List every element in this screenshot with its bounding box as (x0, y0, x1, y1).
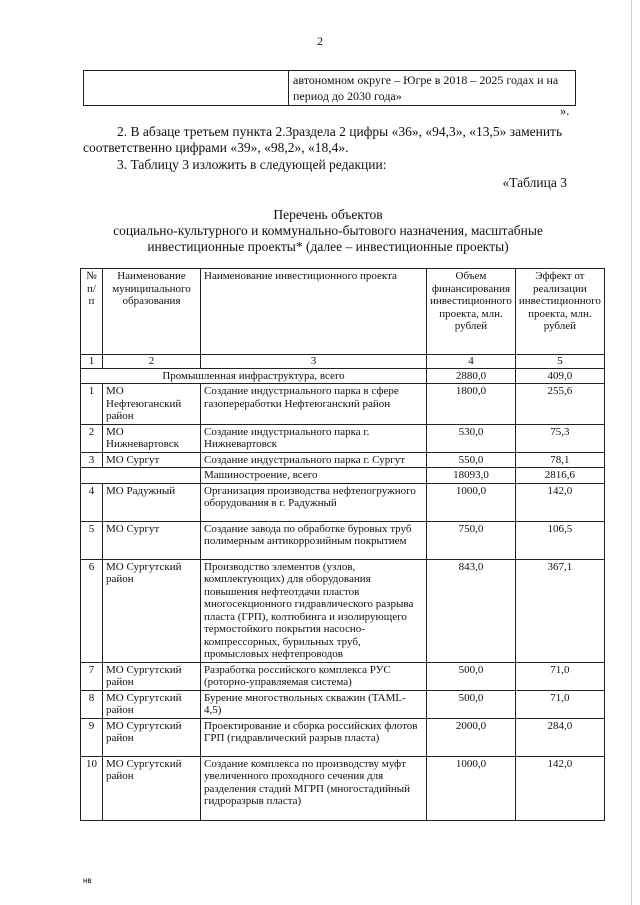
heading-line-1: Перечень объектов (273, 207, 383, 222)
row-municipality: МО Сургутский район (103, 756, 201, 820)
page-number: 2 (317, 34, 323, 48)
table-row (81, 384, 605, 425)
table-row (81, 718, 605, 756)
row-effect: 78,1 (515, 452, 604, 468)
table-row (81, 483, 605, 521)
index-cell: 3 (201, 355, 427, 369)
header-volume: Объем финансирования инвестиционного проекта, млн. рублей (427, 269, 516, 355)
row-volume: 750,0 (427, 521, 516, 559)
row-number: 9 (81, 718, 103, 756)
row-number: 6 (81, 559, 103, 662)
row-effect: 71,0 (515, 662, 604, 690)
investment-projects-table (80, 268, 605, 821)
row-number: 2 (81, 424, 103, 452)
page-edge-line (631, 0, 632, 905)
row-volume: 500,0 (427, 690, 516, 718)
section-effect: 2816,6 (515, 468, 604, 484)
row-project: Разработка российского комплекса РУС (роторно-управляемая система) (201, 662, 427, 690)
row-municipality: МО Сургутский район (103, 559, 201, 662)
index-cell: 1 (81, 355, 103, 369)
row-project: Бурение многоствольных скважин (TAML-4,5) (201, 690, 427, 718)
row-effect: 106,5 (515, 521, 604, 559)
row-project: Проектирование и сборка российских флотов ГРП (гидравлический разрыв пласта) (201, 718, 427, 756)
header-project: Наименование инвестиционного проекта (201, 269, 427, 355)
row-number: 5 (81, 521, 103, 559)
row-volume: 1000,0 (427, 756, 516, 820)
top-table-fragment (83, 70, 576, 106)
section-title: Промышленная инфраструктура, всего (81, 368, 427, 384)
column-index-row (81, 355, 605, 369)
paragraph-3: 3. Таблицу 3 изложить в следующей редакции: (117, 157, 387, 172)
row-municipality: МО Сургутский район (103, 718, 201, 756)
table-row (81, 756, 605, 820)
table-row (81, 559, 605, 662)
section-row-industry (81, 368, 605, 384)
row-number: 10 (81, 756, 103, 820)
footer-initials: нв (83, 876, 92, 885)
row-volume: 1800,0 (427, 384, 516, 425)
section-volume: 18093,0 (427, 468, 516, 484)
paragraph-2: 2. В абзаце третьем пункта 2.3раздела 2 цифры «36», «94,3», «13,5» заменить соответственно цифрами «39», «98,2», «18,4». (83, 124, 563, 155)
table-row (81, 521, 605, 559)
row-municipality: МО Нижневартовск (103, 424, 201, 452)
row-effect: 255,6 (515, 384, 604, 425)
row-volume: 500,0 (427, 662, 516, 690)
header-number: № п/ п (81, 269, 103, 355)
row-municipality: МО Нефтеюганский район (103, 384, 201, 425)
row-project: Создание индустриального парка в сфере газопереработки Нефтеюганский район (201, 384, 427, 425)
section-row-machinery (81, 468, 605, 484)
row-volume: 1000,0 (427, 483, 516, 521)
header-effect: Эффект от реализации инвестиционного проекта, млн. рублей (515, 269, 604, 355)
top-table-empty-cell (84, 71, 289, 106)
row-number: 3 (81, 452, 103, 468)
row-project: Создание комплекса по производству муфт увеличенного проходного сечения для разделения стадий МГРП (многостадийный гидроразрыв пласта) (201, 756, 427, 820)
row-number: 1 (81, 384, 103, 425)
table-row (81, 690, 605, 718)
row-project: Создание завода по обработке буровых труб полимерным антикоррозийным покрытием (201, 521, 427, 559)
table-row (81, 452, 605, 468)
row-number: 8 (81, 690, 103, 718)
row-municipality: МО Радужный (103, 483, 201, 521)
row-effect: 142,0 (515, 483, 604, 521)
header-municipality: Наименование муниципального образования (103, 269, 201, 355)
row-number: 4 (81, 483, 103, 521)
row-effect: 284,0 (515, 718, 604, 756)
row-municipality: МО Сургутский район (103, 662, 201, 690)
heading-line-2: социально-культурного и коммунально-бытового назначения, масштабные (113, 223, 543, 238)
closing-quote: ». (560, 104, 570, 118)
row-municipality: МО Сургут (103, 452, 201, 468)
row-effect: 367,1 (515, 559, 604, 662)
row-effect: 142,0 (515, 756, 604, 820)
section-spacer (81, 468, 201, 484)
row-volume: 843,0 (427, 559, 516, 662)
heading-line-3: инвестиционные проекты* (далее – инвестиционные проекты) (147, 239, 509, 254)
table-header-row (81, 269, 605, 355)
row-project: Создание индустриального парка г. Сургут (201, 452, 427, 468)
row-project: Производство элементов (узлов, комплектующих) для оборудования повышения нефтеотдачи пластов многосекционного гидравлического разрыва пласта (ГРП), колтюбинга и изолирующего термостойкого покрытия насосно-компрессорных, бурильных труб, промысловых нефтепроводов (201, 559, 427, 662)
index-cell: 2 (103, 355, 201, 369)
section-volume: 2880,0 (427, 368, 516, 384)
row-volume: 550,0 (427, 452, 516, 468)
row-municipality: МО Сургутский район (103, 690, 201, 718)
row-effect: 71,0 (515, 690, 604, 718)
row-volume: 530,0 (427, 424, 516, 452)
table-label: «Таблица 3 (502, 175, 567, 190)
row-number: 7 (81, 662, 103, 690)
table-row (81, 662, 605, 690)
table-row (81, 424, 605, 452)
index-cell: 4 (427, 355, 516, 369)
top-table-text-cell: автономном округе – Югре в 2018 – 2025 годах и на период до 2030 года» (289, 71, 576, 106)
section-effect: 409,0 (515, 368, 604, 384)
row-municipality: МО Сургут (103, 521, 201, 559)
row-project: Создание индустриального парка г. Нижневартовск (201, 424, 427, 452)
index-cell: 5 (515, 355, 604, 369)
section-title: Машиностроение, всего (201, 468, 427, 484)
row-volume: 2000,0 (427, 718, 516, 756)
row-project: Организация производства нефтепогружного оборудования в г. Радужный (201, 483, 427, 521)
row-effect: 75,3 (515, 424, 604, 452)
table-heading (83, 207, 573, 255)
